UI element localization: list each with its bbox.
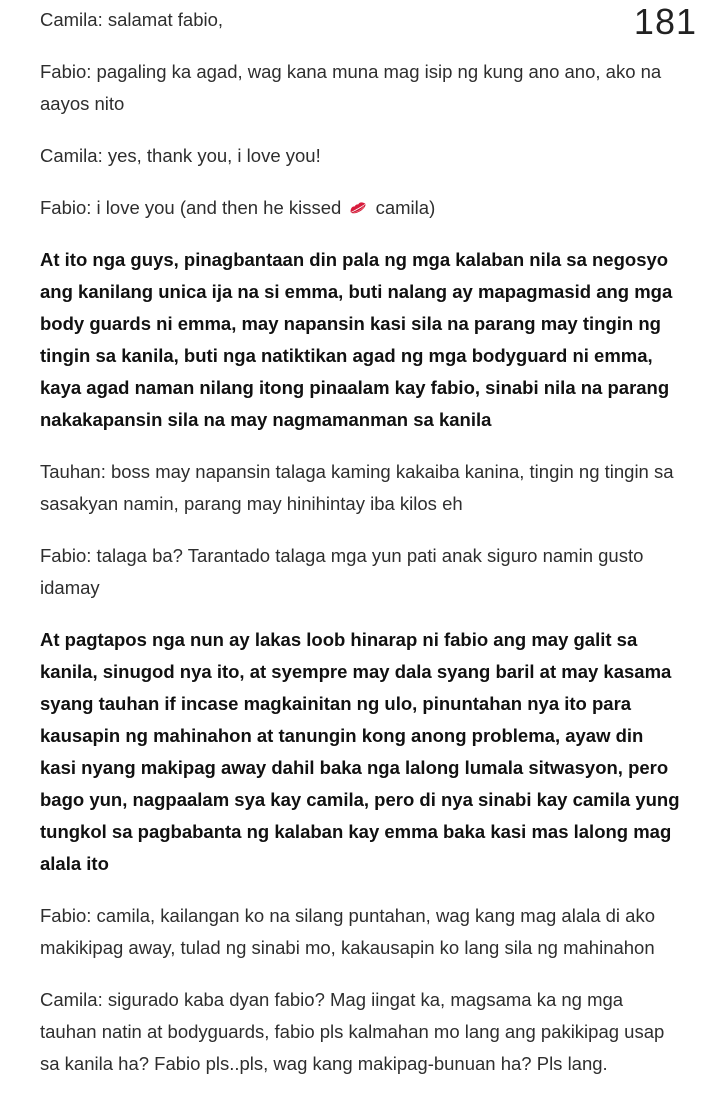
dialogue-text-before: Fabio: i love you (and then he kissed [40, 197, 342, 218]
dialogue-paragraph: Camila: yes, thank you, i love you! [40, 145, 321, 166]
narration-paragraph: At pagtapos nga nun ay lakas loob hinarap ni fabio ang may galit sa kanila, sinugod nya ito, at syempre may dala syang baril at may kasama syang tauhan if incase magkainitan ng ulo, pinuntahan nya ito para kausapin ng mahinahon at tanungin kong anong problema, ayaw din kasi nyang makipag away dahil baka nga lalong lumala sitwasyon, pero bago yun, nagpaalam sya kay camila, pero di nya sinabi kay camila yung tungkol sa pagbabanta ng kalaban kay emma baka kasi mas lalong mag alala ito [40, 629, 680, 874]
dialogue-paragraph: Camila: salamat fabio, [40, 9, 224, 30]
dialogue-paragraph: Fabio: camila, kailangan ko na silang puntahan, wag kang mag alala di ako makikipag away, tulad ng sinabi mo, kakausapin ko lang sila ng mahinahon [40, 905, 656, 958]
dialogue-text-after: camila) [375, 197, 436, 218]
dialogue-paragraph [40, 192, 680, 224]
page-number: 181 [633, 1, 697, 42]
dialogue-paragraph: Fabio: talaga ba? Tarantado talaga mga yun pati anak siguro namin gusto idamay [40, 545, 644, 598]
dialogue-paragraph: Tauhan: boss may napansin talaga kaming kakaiba kanina, tingin ng tingin sa sasakyan namin, parang may hinihintay iba kilos eh [40, 461, 674, 514]
kiss-mark-icon [348, 199, 368, 217]
story-text [40, 4, 680, 1080]
narration-paragraph: At ito nga guys, pinagbantaan din pala ng mga kalaban nila sa negosyo ang kanilang unica ija na si emma, buti nalang ay mapagmasid ang mga body guards ni emma, may napansin kasi sila na parang may tingin ng tingin sa kanila, buti nga natiktikan agad ng mga bodyguard ni emma, kaya agad naman nilang itong pinaalam kay fabio, sinabi nila na parang nakakapansin sila na may nagmamanman sa kanila [40, 249, 673, 430]
dialogue-paragraph: Camila: sigurado kaba dyan fabio? Mag iingat ka, magsama ka ng mga tauhan natin at bodyguards, fabio pls kalmahan mo lang ang pakikipag usap sa kanila ha? Fabio pls..pls, wag kang makipag-bunuan ha? Pls lang. [40, 989, 665, 1074]
dialogue-paragraph: Fabio: pagaling ka agad, wag kana muna mag isip ng kung ano ano, ako na aayos nito [40, 61, 662, 114]
